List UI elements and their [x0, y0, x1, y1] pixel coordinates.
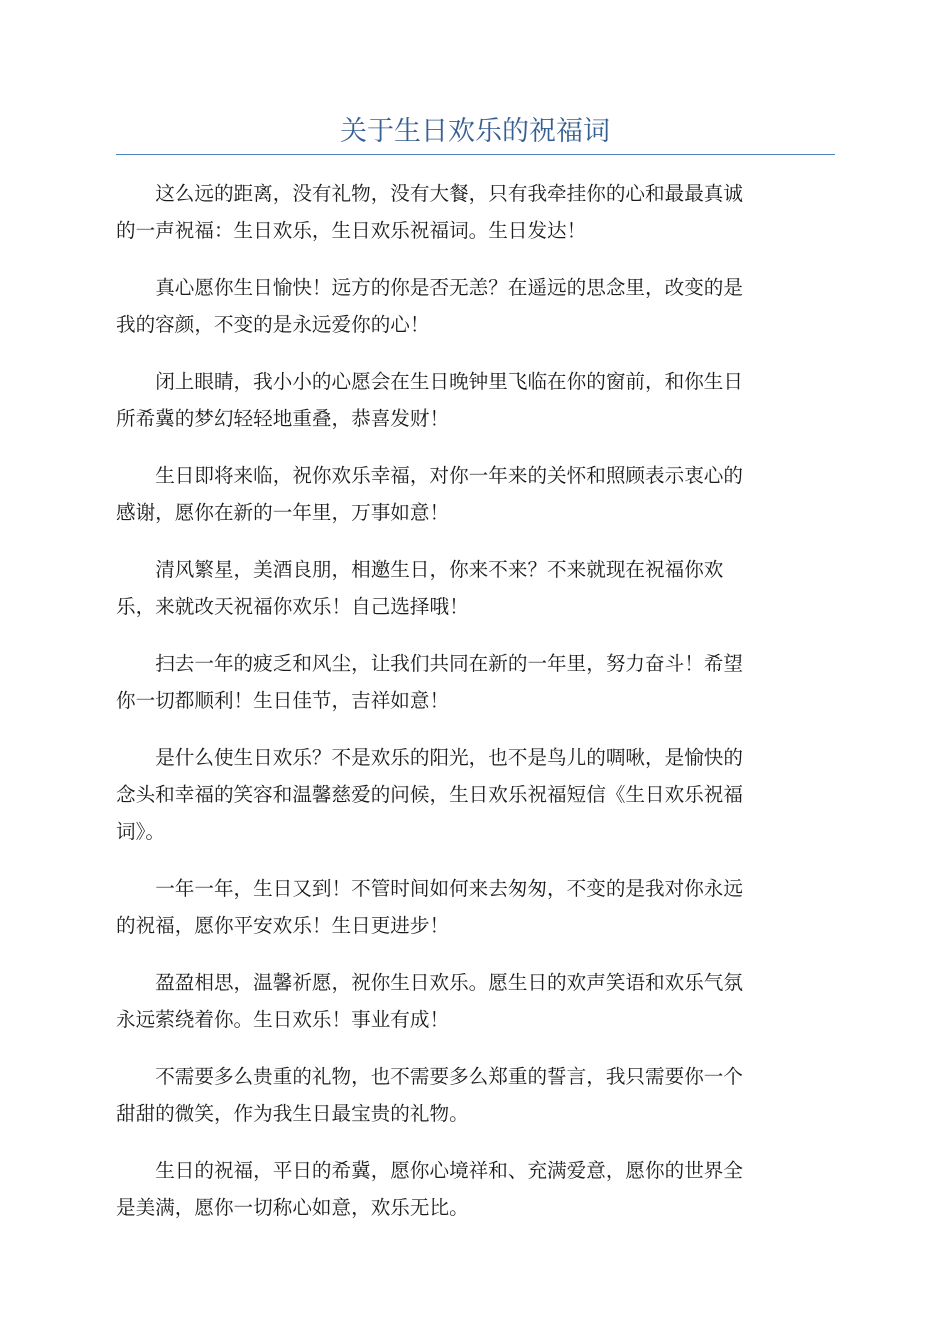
paragraph-6	[116, 645, 838, 719]
paragraph-line: 感谢，愿你在新的一年里，万事如意！	[116, 501, 450, 524]
paragraph-line: 你一切都顺利！生日佳节，吉祥如意！	[116, 689, 450, 712]
paragraph-10	[116, 1058, 838, 1132]
paragraph-4	[116, 457, 838, 531]
paragraph-line: 盈盈相思，温馨祈愿，祝你生日欢乐。愿生日的欢声笑语和欢乐气氛	[155, 971, 743, 994]
paragraph-line: 念头和幸福的笑容和温馨慈爱的问候，生日欢乐祝福短信《生日欢乐祝福	[116, 783, 743, 806]
paragraph-line: 的祝福，愿你平安欢乐！生日更进步！	[116, 914, 450, 937]
paragraph-line: 扫去一年的疲乏和风尘，让我们共同在新的一年里，努力奋斗！希望	[155, 652, 743, 675]
paragraph-1	[116, 175, 838, 249]
document-body	[116, 175, 838, 1246]
paragraph-line: 不需要多么贵重的礼物，也不需要多么郑重的誓言，我只需要你一个	[155, 1065, 743, 1088]
paragraph-line: 这么远的距离，没有礼物，没有大餐，只有我牵挂你的心和最最真诚	[155, 182, 743, 205]
paragraph-line: 所希冀的梦幻轻轻地重叠，恭喜发财！	[116, 407, 450, 430]
paragraph-line: 甜甜的微笑，作为我生日最宝贵的礼物。	[116, 1102, 469, 1125]
paragraph-9	[116, 964, 838, 1038]
paragraph-line: 乐，来就改天祝福你欢乐！自己选择哦！	[116, 595, 469, 618]
paragraph-line: 真心愿你生日愉快！远方的你是否无恙？在遥远的思念里，改变的是	[155, 276, 743, 299]
paragraph-line: 我的容颜，不变的是永远爱你的心！	[116, 313, 430, 336]
paragraph-line: 的一声祝福：生日欢乐，生日欢乐祝福词。生日发达！	[116, 219, 587, 242]
paragraph-line: 闭上眼睛，我小小的心愿会在生日晚钟里飞临在你的窗前，和你生日	[155, 370, 743, 393]
paragraph-line: 生日即将来临，祝你欢乐幸福，对你一年来的关怀和照顾表示衷心的	[155, 464, 743, 487]
paragraph-5	[116, 551, 838, 625]
document-title: 关于生日欢乐的祝福词	[340, 116, 610, 147]
paragraph-line: 一年一年，生日又到！不管时间如何来去匆匆，不变的是我对你永远	[155, 877, 743, 900]
paragraph-line: 永远萦绕着你。生日欢乐！事业有成！	[116, 1008, 450, 1031]
paragraph-7	[116, 739, 838, 850]
paragraph-8	[116, 870, 838, 944]
paragraph-line: 是美满，愿你一切称心如意，欢乐无比。	[116, 1196, 469, 1219]
title-underline	[116, 154, 835, 155]
paragraph-line: 清风繁星，美酒良朋，相邀生日，你来不来？不来就现在祝福你欢	[155, 558, 724, 581]
paragraph-2	[116, 269, 838, 343]
paragraph-line: 是什么使生日欢乐？不是欢乐的阳光，也不是鸟儿的啁啾，是愉快的	[155, 746, 743, 769]
paragraph-11	[116, 1152, 838, 1226]
paragraph-line: 词》。	[116, 820, 165, 843]
paragraph-3	[116, 363, 838, 437]
paragraph-line: 生日的祝福，平日的希冀，愿你心境祥和、充满爱意，愿你的世界全	[155, 1159, 743, 1182]
